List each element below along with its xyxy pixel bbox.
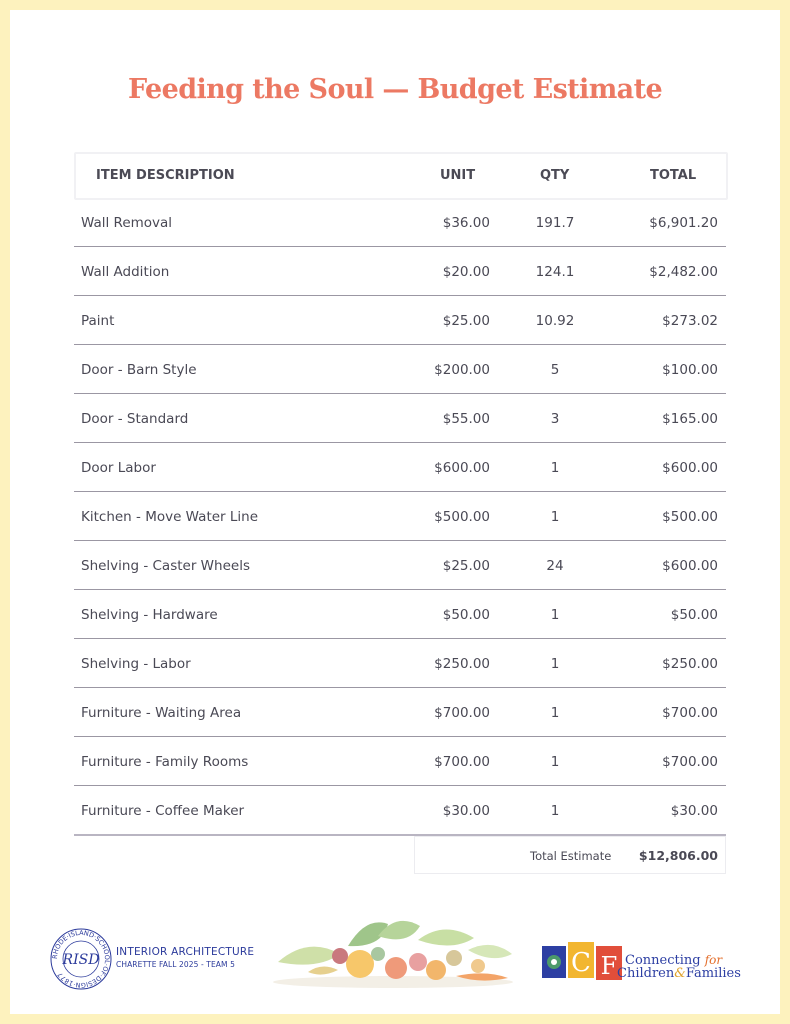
cell-total: $600.00 bbox=[662, 558, 718, 574]
cell-qty: 24 bbox=[546, 558, 564, 574]
cell-unit: $700.00 bbox=[434, 754, 490, 770]
ccf-name-children: Children bbox=[617, 966, 675, 981]
table-row bbox=[74, 247, 726, 296]
table-row bbox=[74, 296, 726, 345]
cell-qty: 1 bbox=[550, 607, 560, 623]
ccf-name-families: Families bbox=[685, 966, 741, 981]
table-row bbox=[74, 443, 726, 492]
budget-page bbox=[10, 10, 780, 1014]
cell-qty: 124.1 bbox=[535, 264, 575, 280]
ccf-name-connecting: Connecting bbox=[625, 953, 701, 968]
total-estimate-box bbox=[414, 836, 726, 874]
total-estimate-value: $12,806.00 bbox=[638, 848, 718, 863]
header-description: ITEM DESCRIPTION bbox=[96, 168, 235, 183]
cell-description: Door - Standard bbox=[81, 411, 189, 427]
risd-logo-text: RISD bbox=[62, 952, 100, 968]
cell-unit: $36.00 bbox=[442, 215, 490, 231]
header-unit: UNIT bbox=[440, 168, 476, 183]
risd-seal-logo bbox=[50, 928, 112, 990]
cell-qty: 191.7 bbox=[535, 215, 575, 231]
table-row bbox=[74, 590, 726, 639]
cell-qty: 10.92 bbox=[535, 313, 575, 329]
cell-unit: $50.00 bbox=[442, 607, 490, 623]
cell-total: $500.00 bbox=[662, 509, 718, 525]
cell-qty: 1 bbox=[550, 803, 560, 819]
table-row bbox=[74, 541, 726, 590]
cell-total: $273.02 bbox=[662, 313, 718, 329]
program-info bbox=[116, 946, 254, 969]
cell-total: $165.00 bbox=[662, 411, 718, 427]
cell-total: $6,901.20 bbox=[649, 215, 718, 231]
cell-description: Shelving - Hardware bbox=[81, 607, 218, 623]
total-estimate-label: Total Estimate bbox=[530, 849, 612, 863]
cell-qty: 1 bbox=[550, 656, 560, 672]
cell-description: Shelving - Labor bbox=[81, 656, 191, 672]
footer bbox=[10, 908, 780, 998]
cell-description: Door - Barn Style bbox=[81, 362, 197, 378]
table-body bbox=[74, 198, 726, 836]
cell-description: Furniture - Coffee Maker bbox=[81, 803, 245, 819]
cell-qty: 1 bbox=[550, 705, 560, 721]
ccf-name bbox=[617, 953, 741, 981]
cell-total: $250.00 bbox=[662, 656, 718, 672]
cell-qty: 1 bbox=[550, 509, 560, 525]
cell-description: Paint bbox=[81, 313, 115, 329]
cell-qty: 1 bbox=[550, 754, 560, 770]
cell-unit: $600.00 bbox=[434, 460, 490, 476]
cell-qty: 1 bbox=[550, 460, 560, 476]
header-total: TOTAL bbox=[650, 168, 697, 183]
cell-unit: $25.00 bbox=[442, 313, 490, 329]
cell-description: Shelving - Caster Wheels bbox=[81, 558, 250, 574]
cell-total: $100.00 bbox=[662, 362, 718, 378]
ccf-logo bbox=[542, 942, 624, 980]
cell-unit: $250.00 bbox=[434, 656, 490, 672]
program-line-2: CHARETTE FALL 2025 - TEAM 5 bbox=[116, 960, 235, 969]
table-row bbox=[74, 688, 726, 737]
program-line-1: INTERIOR ARCHITECTURE bbox=[116, 946, 255, 958]
cell-description: Furniture - Family Rooms bbox=[81, 754, 249, 770]
table-row bbox=[74, 492, 726, 541]
cell-unit: $20.00 bbox=[442, 264, 490, 280]
cell-qty: 3 bbox=[550, 411, 560, 427]
table-row bbox=[74, 737, 726, 786]
vegetables-image bbox=[268, 916, 518, 992]
cell-total: $700.00 bbox=[662, 754, 718, 770]
ccf-name-for: for bbox=[704, 953, 723, 967]
cell-total: $2,482.00 bbox=[649, 264, 718, 280]
cell-description: Door Labor bbox=[81, 460, 156, 476]
cell-unit: $30.00 bbox=[442, 803, 490, 819]
cell-unit: $700.00 bbox=[434, 705, 490, 721]
cell-description: Kitchen - Move Water Line bbox=[81, 509, 259, 525]
cell-description: Furniture - Waiting Area bbox=[81, 705, 242, 721]
cell-total: $700.00 bbox=[662, 705, 718, 721]
cell-description: Wall Removal bbox=[81, 215, 173, 231]
cell-description: Wall Addition bbox=[81, 264, 170, 280]
cell-unit: $55.00 bbox=[442, 411, 490, 427]
ccf-letter-f: F bbox=[600, 952, 618, 980]
cell-total: $30.00 bbox=[670, 803, 718, 819]
page-title: Feeding the Soul — Budget Estimate bbox=[127, 74, 663, 105]
ccf-letter-c: C bbox=[571, 948, 591, 978]
cell-unit: $500.00 bbox=[434, 509, 490, 525]
cell-unit: $200.00 bbox=[434, 362, 490, 378]
cell-unit: $25.00 bbox=[442, 558, 490, 574]
header-qty: QTY bbox=[540, 168, 570, 183]
cell-total: $600.00 bbox=[662, 460, 718, 476]
table-header bbox=[74, 152, 728, 200]
cell-total: $50.00 bbox=[670, 607, 718, 623]
table-row bbox=[74, 345, 726, 394]
table-row bbox=[74, 198, 726, 247]
table-row bbox=[74, 786, 726, 836]
table-row bbox=[74, 394, 726, 443]
table-row bbox=[74, 639, 726, 688]
risd-ring-text: RHODE·ISLAND·SCHOOL·OF·DESIGN·1877 bbox=[50, 928, 112, 990]
ccf-name-amp: & bbox=[674, 966, 686, 981]
cell-qty: 5 bbox=[550, 362, 560, 378]
